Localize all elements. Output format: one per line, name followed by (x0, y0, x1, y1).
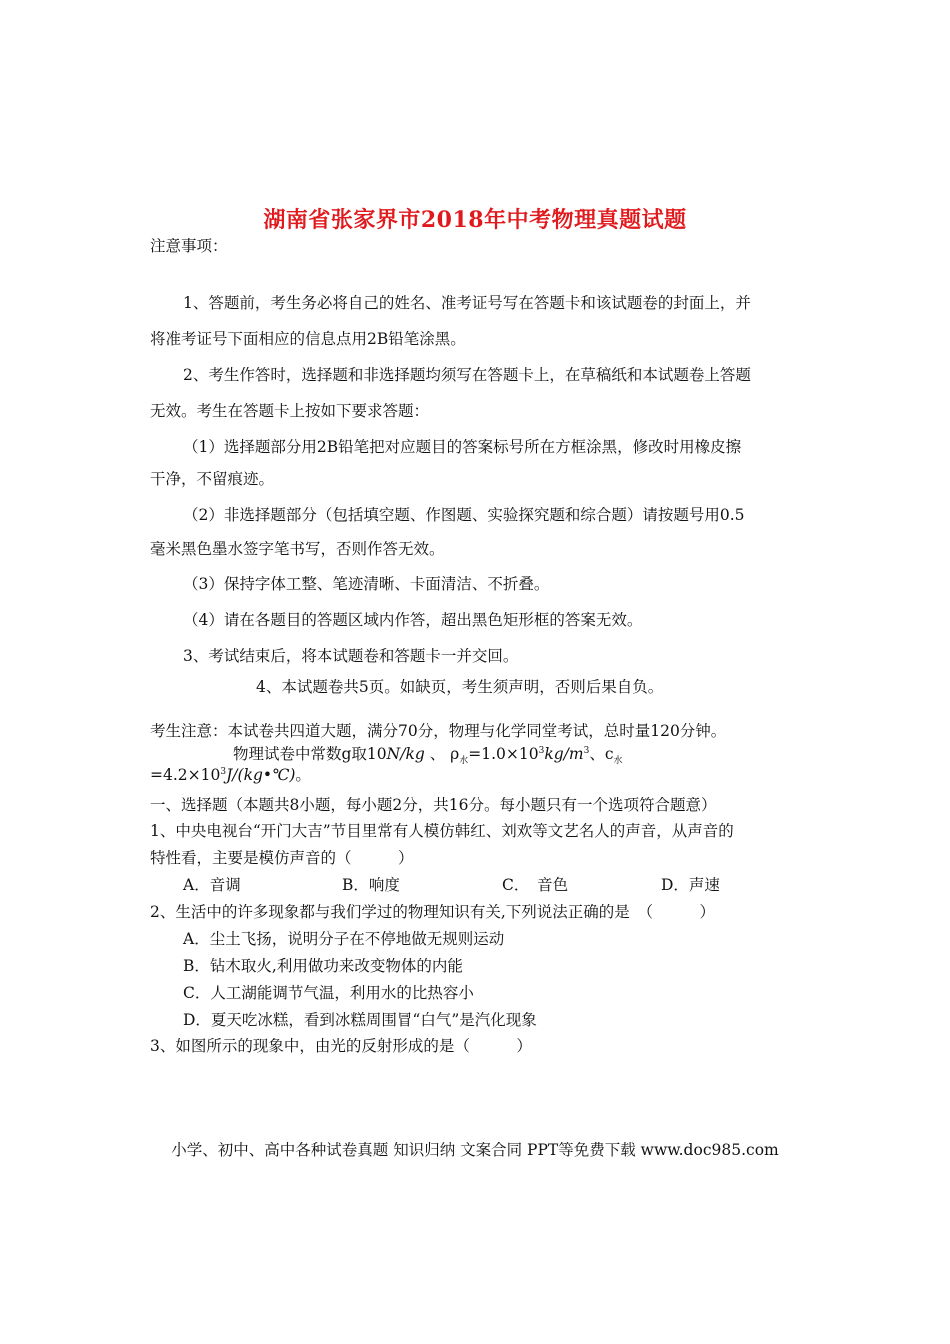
page-footer: 小学、初中、高中各种试卷真题 知识归纳 文案合同 PPT等免费下载 www.doc985.com (171, 1141, 779, 1159)
question-2: 2、生活中的许多现象都与我们学过的物理知识有关,下列说法正确的是 （ ） (150, 903, 716, 921)
notice-item-1-line-2: 将准考证号下面相应的信息点用2B铅笔涂黑。 (150, 330, 466, 348)
question-1-option-b: B．响度 (342, 876, 400, 894)
question-2-option-b: B．钻木取火,利用做功来改变物体的内能 (183, 957, 463, 975)
notice-heading: 注意事项： (150, 237, 228, 255)
document-title: 湖南省张家界市2018年中考物理真题试题 (263, 207, 687, 233)
section-1-heading: 一、选择题（本题共8小题，每小题2分，共16分。每小题只有一个选项符合题意） (150, 796, 717, 814)
rho-value: =1.0×10 (468, 745, 539, 763)
rho-unit-exponent: 3 (583, 746, 590, 756)
notice-item-4: 4、本试题卷共5页。如缺页，考生须声明，否则后果自负。 (256, 678, 664, 696)
notice-item-2-line-1: 2、考生作答时，选择题和非选择题均须写在答题卡上，在草稿纸和本试题卷上答题 (183, 366, 751, 384)
notice-item-1-line-1: 1、答题前，考生务必将自己的姓名、准考证号写在答题卡和该试题卷的封面上，并 (183, 294, 751, 312)
notice-sub-1-line-2: 干净，不留痕迹。 (150, 470, 275, 488)
question-3: 3、如图所示的现象中，由光的反射形成的是（ ） (150, 1037, 532, 1055)
question-2-option-d: D．夏天吃冰糕，看到冰糕周围冒“白气”是汽化现象 (183, 1011, 537, 1029)
exam-note-c-value (150, 762, 311, 785)
question-1-line-2: 特性看，主要是模仿声音的（ ） (150, 849, 414, 867)
c-end: 。 (295, 766, 311, 784)
exam-note-line-1: 考生注意：本试卷共四道大题，满分70分，物理与化学同堂考试，总时量120分钟。 (150, 722, 727, 740)
g-unit: N/kg (386, 745, 425, 763)
question-1-option-d: D．声速 (661, 876, 720, 894)
notice-sub-2-line-1: （2）非选择题部分（包括填空题、作图题、实验探究题和综合题）请按题号用0.5 (183, 506, 745, 524)
notice-sub-1-line-1: （1）选择题部分用2B铅笔把对应题目的答案标号所在方框涂黑，修改时用橡皮擦 (183, 438, 742, 456)
rho-exponent: 3 (538, 746, 545, 756)
c-value: =4.2×10 (150, 766, 221, 784)
notice-sub-4: （4）请在各题目的答题区域内作答，超出黑色矩形框的答案无效。 (183, 611, 643, 629)
c-exponent: 3 (220, 767, 227, 777)
question-1-line-1: 1、中央电视台“开门大吉”节目里常有人模仿韩红、刘欢等文艺名人的声音，从声音的 (150, 822, 734, 840)
c-unit: J/(kg•℃) (226, 766, 296, 784)
c-subscript: 水 (613, 756, 623, 767)
question-1-option-c: C． 音色 (502, 876, 569, 894)
notice-item-3: 3、考试结束后，将本试题卷和答题卡一并交回。 (183, 647, 519, 665)
rho-separator: 、 ρ (424, 745, 460, 763)
question-2-option-a: A．尘土飞扬，说明分子在不停地做无规则运动 (183, 930, 505, 948)
notice-sub-2-line-2: 毫米黑色墨水签字笔书写，否则作答无效。 (150, 540, 445, 558)
rho-subscript: 水 (459, 756, 469, 767)
notice-item-2-line-2: 无效。考生在答题卡上按如下要求答题： (150, 402, 430, 420)
const-prefix: 物理试卷中常数g取10 (233, 745, 387, 763)
c-label: 、c (589, 745, 614, 763)
rho-unit: kg/m (544, 745, 584, 763)
question-1-option-a: A．音调 (183, 876, 241, 894)
notice-sub-3: （3）保持字体工整、笔迹清晰、卡面清洁、不折叠。 (183, 575, 550, 593)
question-2-option-c: C．人工湖能调节气温，利用水的比热容小 (183, 984, 474, 1002)
